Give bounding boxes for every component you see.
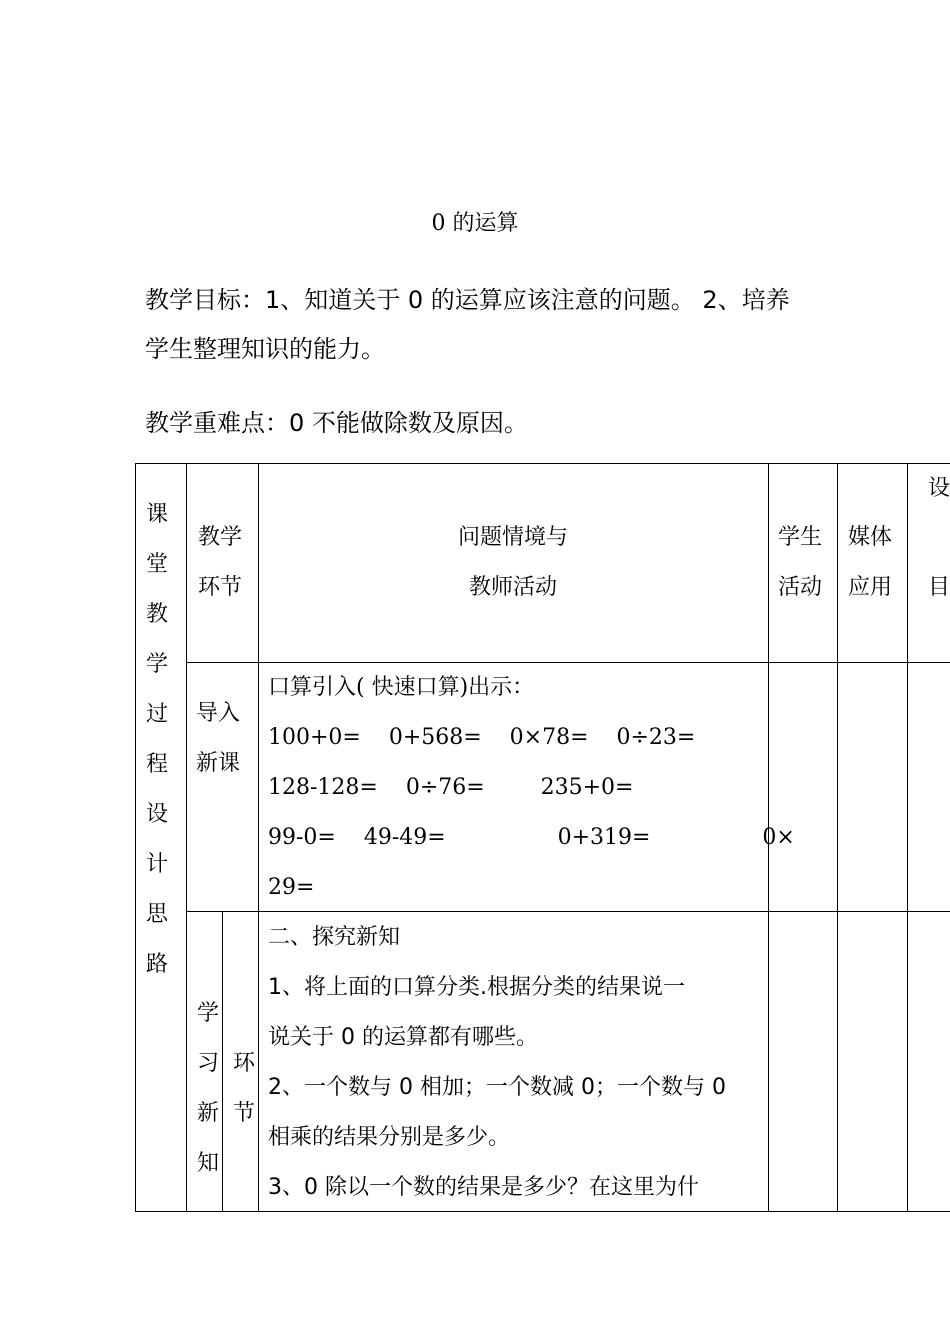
header-stage-line1: 教学 — [198, 525, 243, 550]
header-activity-line1: 问题情境与 — [457, 525, 568, 550]
objective-line-2: 学生整理知识的能力。 — [145, 335, 385, 363]
row1-line-2: 100+0= 0+568= 0×78= 0÷23= — [268, 725, 696, 750]
objective-line-1: 教学目标：1、知道关于 0 的运算应该注意的问题。 2、培养 — [145, 286, 790, 314]
process-label: 课堂教学过程设计思路 — [146, 502, 169, 977]
row2-line-2: 1、将上面的口算分类.根据分类的结果说一 — [268, 975, 685, 1000]
header-stage-line2: 环节 — [198, 575, 243, 600]
key-points: 教学重难点：0 不能做除数及原因。 — [145, 409, 528, 437]
row2-stage-label: 学习新知 — [197, 1001, 220, 1176]
row2-line-4: 2、一个数与 0 相加；一个数减 0；一个数与 0 — [268, 1075, 726, 1100]
header-design-line2: 目 — [928, 575, 950, 600]
label-column-border — [186, 463, 187, 1212]
media-column-border — [907, 463, 908, 1212]
header-activity-line2: 教师活动 — [468, 575, 557, 600]
header-student-line2: 活动 — [778, 575, 823, 600]
row1-line-4: 99-0= 49-49= 0+319= 0× — [268, 825, 795, 850]
row1-line-3: 128-128= 0÷76= 235+0= — [268, 775, 634, 800]
row2-line-6: 3、0 除以一个数的结果是多少？在这里为什 — [268, 1175, 699, 1200]
row2-line-5: 相乘的结果分别是多少。 — [268, 1125, 511, 1150]
header-design-line1: 设 — [928, 476, 950, 501]
row2-line-3: 说关于 0 的运算都有哪些。 — [268, 1025, 538, 1050]
header-media-line2: 应用 — [848, 575, 893, 600]
row1-line-1: 口算引入( 快速口算)出示： — [268, 675, 535, 700]
document-title: 0 的运算 — [431, 211, 519, 236]
table-left-border — [135, 463, 136, 1212]
row2-sub-label: 环节 — [233, 1051, 256, 1126]
stage-sub-border — [222, 911, 223, 1212]
row1-stage-line1: 导入 — [196, 701, 241, 726]
header-media-line1: 媒体 — [848, 525, 893, 550]
header-student-line1: 学生 — [778, 525, 823, 550]
student-column-border — [837, 463, 838, 1212]
row1-line-5: 29= — [268, 875, 315, 900]
row2-line-1: 二、探究新知 — [268, 925, 401, 950]
row1-stage-line2: 新课 — [196, 751, 241, 776]
